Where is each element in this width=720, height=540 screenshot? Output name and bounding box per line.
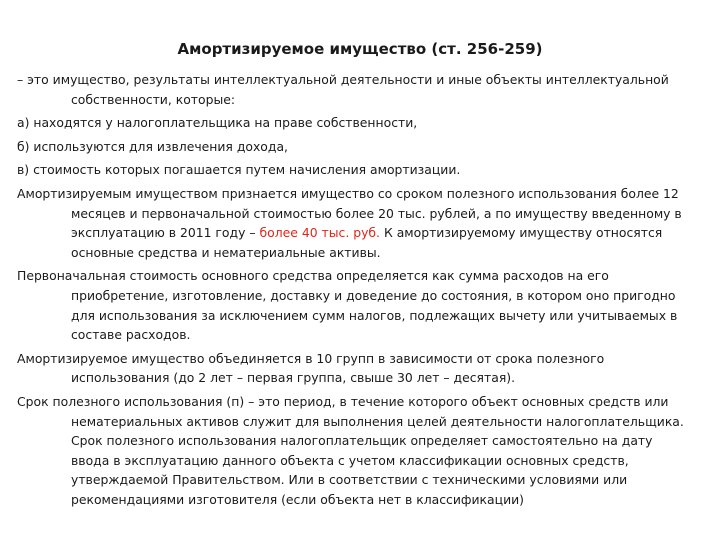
paragraph-condition-a: а) находятся у налогоплательщика на праве собственности,: [17, 115, 418, 131]
paragraph-groups: Амортизируемое имущество объединяется в 10 групп в зависимости от срока полезного использования (до 2 лет – первая группа, свыше 30 лет – десятая).: [17, 350, 605, 386]
criteria-text-after: К амортизируемому имуществу относятся основные средства и нематериальные активы.: [71, 225, 663, 260]
slide-title: Амортизируемое имущество (ст. 256-259): [177, 40, 543, 58]
paragraph-definition: – это имущество, результаты интеллектуальной деятельности и иные объекты интеллектуальной собственности, которые:: [17, 72, 669, 107]
paragraph-useful-life: Срок полезного использования (п) – это период, в течение которого объект основных средств или нематериальных активов служит для выполнения целей деятельности налогоплательщика. Срок полезного использования налогоплательщик определяет самостоятельно на дату ввода в эксплуатацию данного объекта с учетом классификации основных средств, утверждаемой Правительством. Или в соответствии с техническими условиями или рекомендациями изготовителя (если объекта нет в классификации): [17, 393, 684, 507]
slide-body: [17, 70, 689, 513]
criteria-highlight: более 40 тыс. руб.: [259, 225, 381, 241]
criteria-text-before: Амортизируемым имуществом признается имущество со сроком полезного использования более 12 месяцев и первоначальной стоимостью более 20 тыс. рублей, а по имуществу введенному в эксплуатацию в 2011 году –: [17, 185, 682, 241]
paragraph-condition-c: в) стоимость которых погашается путем начисления амортизации.: [17, 162, 461, 178]
paragraph-condition-b: б) используются для извлечения дохода,: [17, 138, 288, 154]
paragraph-criteria: [17, 184, 689, 262]
paragraph-initial-cost: Первоначальная стоимость основного средства определяется как сумма расходов на его приобретение, изготовление, доставку и доведение до состояния, в котором оно пригодно для использования за исключением сумм налогов, подлежащих вычету или учитываемых в составе расходов.: [17, 268, 678, 343]
